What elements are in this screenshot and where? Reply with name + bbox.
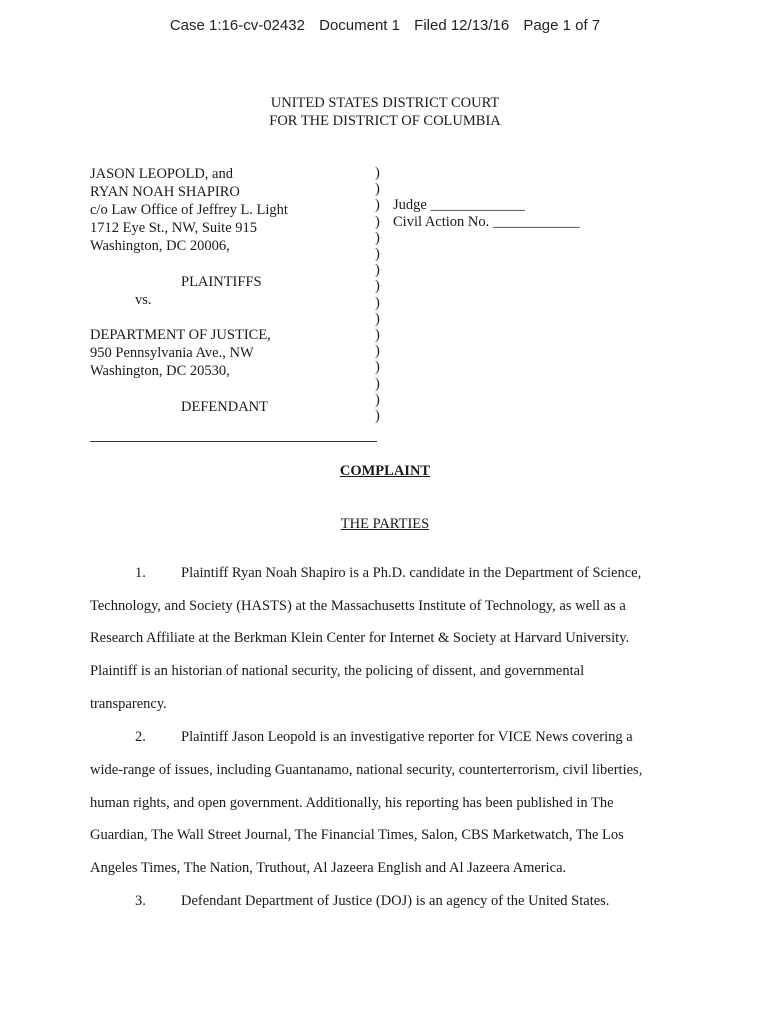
paragraph-number: 3. bbox=[135, 893, 146, 909]
caption-paren: ) bbox=[375, 197, 380, 214]
paragraph-line: human rights, and open government. Additionally, his reporting has been published in The bbox=[90, 795, 614, 811]
case-number: Case 1:16-cv-02432 bbox=[169, 17, 305, 34]
paragraph-number: 1. bbox=[135, 565, 146, 581]
plaintiff-line: Washington, DC 20006, bbox=[90, 238, 230, 254]
judge-line: Judge _____________ bbox=[393, 197, 525, 213]
defendant-block bbox=[90, 326, 271, 380]
caption-paren: ) bbox=[375, 294, 380, 311]
paragraph-line: Guardian, The Wall Street Journal, The Financial Times, Salon, CBS Marketwatch, The Los bbox=[90, 827, 624, 843]
paragraph-number: 2. bbox=[135, 729, 146, 745]
caption-paren: ) bbox=[375, 310, 380, 327]
caption-paren: ) bbox=[375, 408, 380, 425]
case-assignment bbox=[393, 197, 580, 231]
defendant-label: DEFENDANT bbox=[181, 399, 268, 415]
ecf-header bbox=[0, 17, 770, 34]
caption-paren: ) bbox=[375, 343, 380, 360]
caption-paren-column bbox=[375, 165, 380, 424]
paragraph-first-line: Plaintiff Jason Leopold is an investigative reporter for VICE News covering a bbox=[181, 729, 633, 745]
paragraph-line: wide-range of issues, including Guantanamo, national security, counterterrorism, civil liberties, bbox=[90, 762, 643, 778]
paragraph-first-line: Defendant Department of Justice (DOJ) is an agency of the United States. bbox=[181, 893, 610, 909]
paragraph-line: Angeles Times, The Nation, Truthout, Al Jazeera English and Al Jazeera America. bbox=[90, 860, 567, 876]
defendant-line: 950 Pennsylvania Ave., NW bbox=[90, 345, 254, 361]
court-name-line-2: FOR THE DISTRICT OF COLUMBIA bbox=[269, 113, 501, 129]
page-number: Page 1 of 7 bbox=[523, 17, 601, 34]
caption-paren: ) bbox=[375, 359, 380, 376]
caption-paren: ) bbox=[375, 229, 380, 246]
paragraph-line: Research Affiliate at the Berkman Klein Center for Internet & Society at Harvard University. bbox=[90, 630, 630, 646]
plaintiffs-block bbox=[90, 165, 288, 255]
versus-label: vs. bbox=[135, 292, 152, 308]
caption-paren: ) bbox=[375, 262, 380, 279]
caption-paren: ) bbox=[375, 165, 380, 181]
plaintiff-line: c/o Law Office of Jeffrey L. Light bbox=[90, 202, 288, 218]
plaintiff-line: 1712 Eye St., NW, Suite 915 bbox=[90, 220, 258, 236]
plaintiffs-label: PLAINTIFFS bbox=[181, 274, 262, 290]
paragraph-line: Technology, and Society (HASTS) at the Massachusetts Institute of Technology, as well as a bbox=[90, 598, 626, 614]
defendant-line: DEPARTMENT OF JUSTICE, bbox=[90, 327, 271, 343]
civil-action-line: Civil Action No. ____________ bbox=[393, 214, 580, 230]
caption-divider bbox=[90, 441, 377, 442]
filed-date: Filed 12/13/16 bbox=[414, 17, 510, 34]
caption-paren: ) bbox=[375, 278, 380, 295]
plaintiff-line: RYAN NOAH SHAPIRO bbox=[90, 184, 240, 200]
paragraph-line: Plaintiff is an historian of national security, the policing of dissent, and governmental bbox=[90, 663, 585, 679]
paragraph-line: transparency. bbox=[90, 696, 167, 712]
court-name-line-1: UNITED STATES DISTRICT COURT bbox=[270, 95, 500, 111]
defendant-line: Washington, DC 20530, bbox=[90, 363, 230, 379]
parties-heading: THE PARTIES bbox=[340, 516, 430, 532]
caption-paren: ) bbox=[375, 375, 380, 392]
caption-paren: ) bbox=[375, 327, 380, 344]
caption-paren: ) bbox=[375, 181, 380, 198]
document-number: Document 1 bbox=[319, 17, 400, 34]
caption-paren: ) bbox=[375, 391, 380, 408]
complaint-heading: COMPLAINT bbox=[339, 463, 431, 479]
paragraph-first-line: Plaintiff Ryan Noah Shapiro is a Ph.D. candidate in the Department of Science, bbox=[181, 565, 642, 581]
caption-paren: ) bbox=[375, 246, 380, 263]
caption-paren: ) bbox=[375, 213, 380, 230]
plaintiff-line: JASON LEOPOLD, and bbox=[90, 166, 233, 182]
